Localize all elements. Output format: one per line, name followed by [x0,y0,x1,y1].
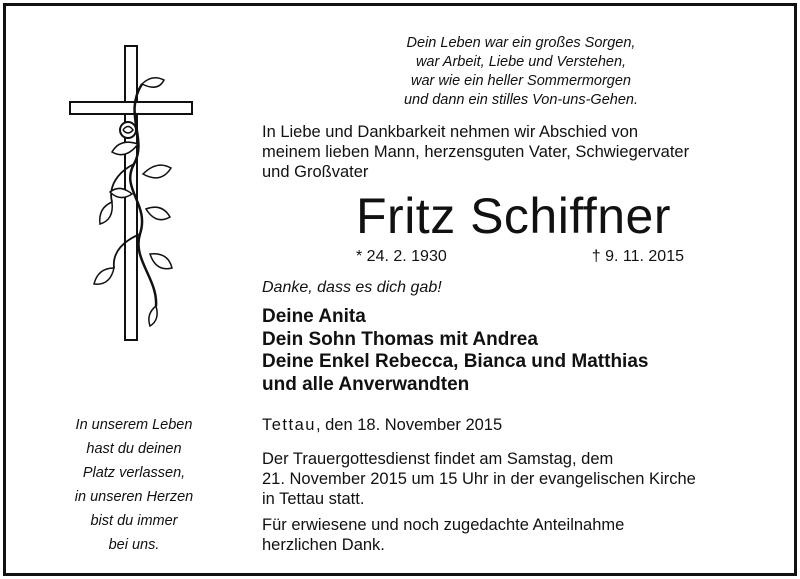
side-poem-line: hast du deinen [86,441,182,457]
service-info [262,449,782,509]
family-line: Deine Enkel Rebecca, Bianca und Matthias [262,351,649,372]
side-poem-line: In unserem Leben [75,417,193,433]
date-text: , den 18. November 2015 [315,416,503,434]
thanks-line: Danke, dass es dich gab! [262,279,442,296]
side-poem-line: bei uns. [108,537,160,553]
intro-line: und Großvater [262,163,369,181]
family-line: und alle Anverwandten [262,373,470,395]
obituary-frame [3,3,797,576]
side-poem [54,413,214,557]
service-line: 21. November 2015 um 15 Uhr in der evangelischen Kirche [262,470,696,488]
place-date [262,416,502,435]
birth-date: * 24. 2. 1930 [356,248,447,265]
intro-line: In Liebe und Dankbarkeit nehmen wir Abschied von [262,123,639,141]
side-poem-line: bist du immer [90,513,178,529]
family-line: Deine Anita [262,306,366,327]
intro-line: meinem lieben Mann, herzensguten Vater, Schwiegervater [262,143,690,161]
cross-with-roses-icon [68,44,194,342]
death-date: † 9. 11. 2015 [591,248,684,265]
family-line: Dein Sohn Thomas mit Andrea [262,328,538,350]
deceased-name: Fritz Schiffner [356,188,671,244]
place-town: Tettau [262,416,316,434]
poem-line: Dein Leben war ein großes Sorgen, [406,35,636,51]
poem-line: war Arbeit, Liebe und Verstehen, [415,54,627,70]
poem [376,34,666,110]
closing-thanks [262,515,782,555]
side-poem-line: Platz verlassen, [82,465,186,481]
family-list [262,306,648,396]
service-line: in Tettau statt. [262,490,365,508]
closing-line: herzlichen Dank. [262,536,385,554]
closing-line: Für erwiesene und noch zugedachte Anteilnahme [262,516,625,534]
poem-line: und dann ein stilles Von-uns-Gehen. [403,92,639,108]
service-line: Der Trauergottesdienst findet am Samstag, dem [262,450,614,468]
side-poem-line: in unseren Herzen [74,489,194,505]
intro-text [262,122,782,182]
poem-line: war wie ein heller Sommermorgen [411,73,631,89]
